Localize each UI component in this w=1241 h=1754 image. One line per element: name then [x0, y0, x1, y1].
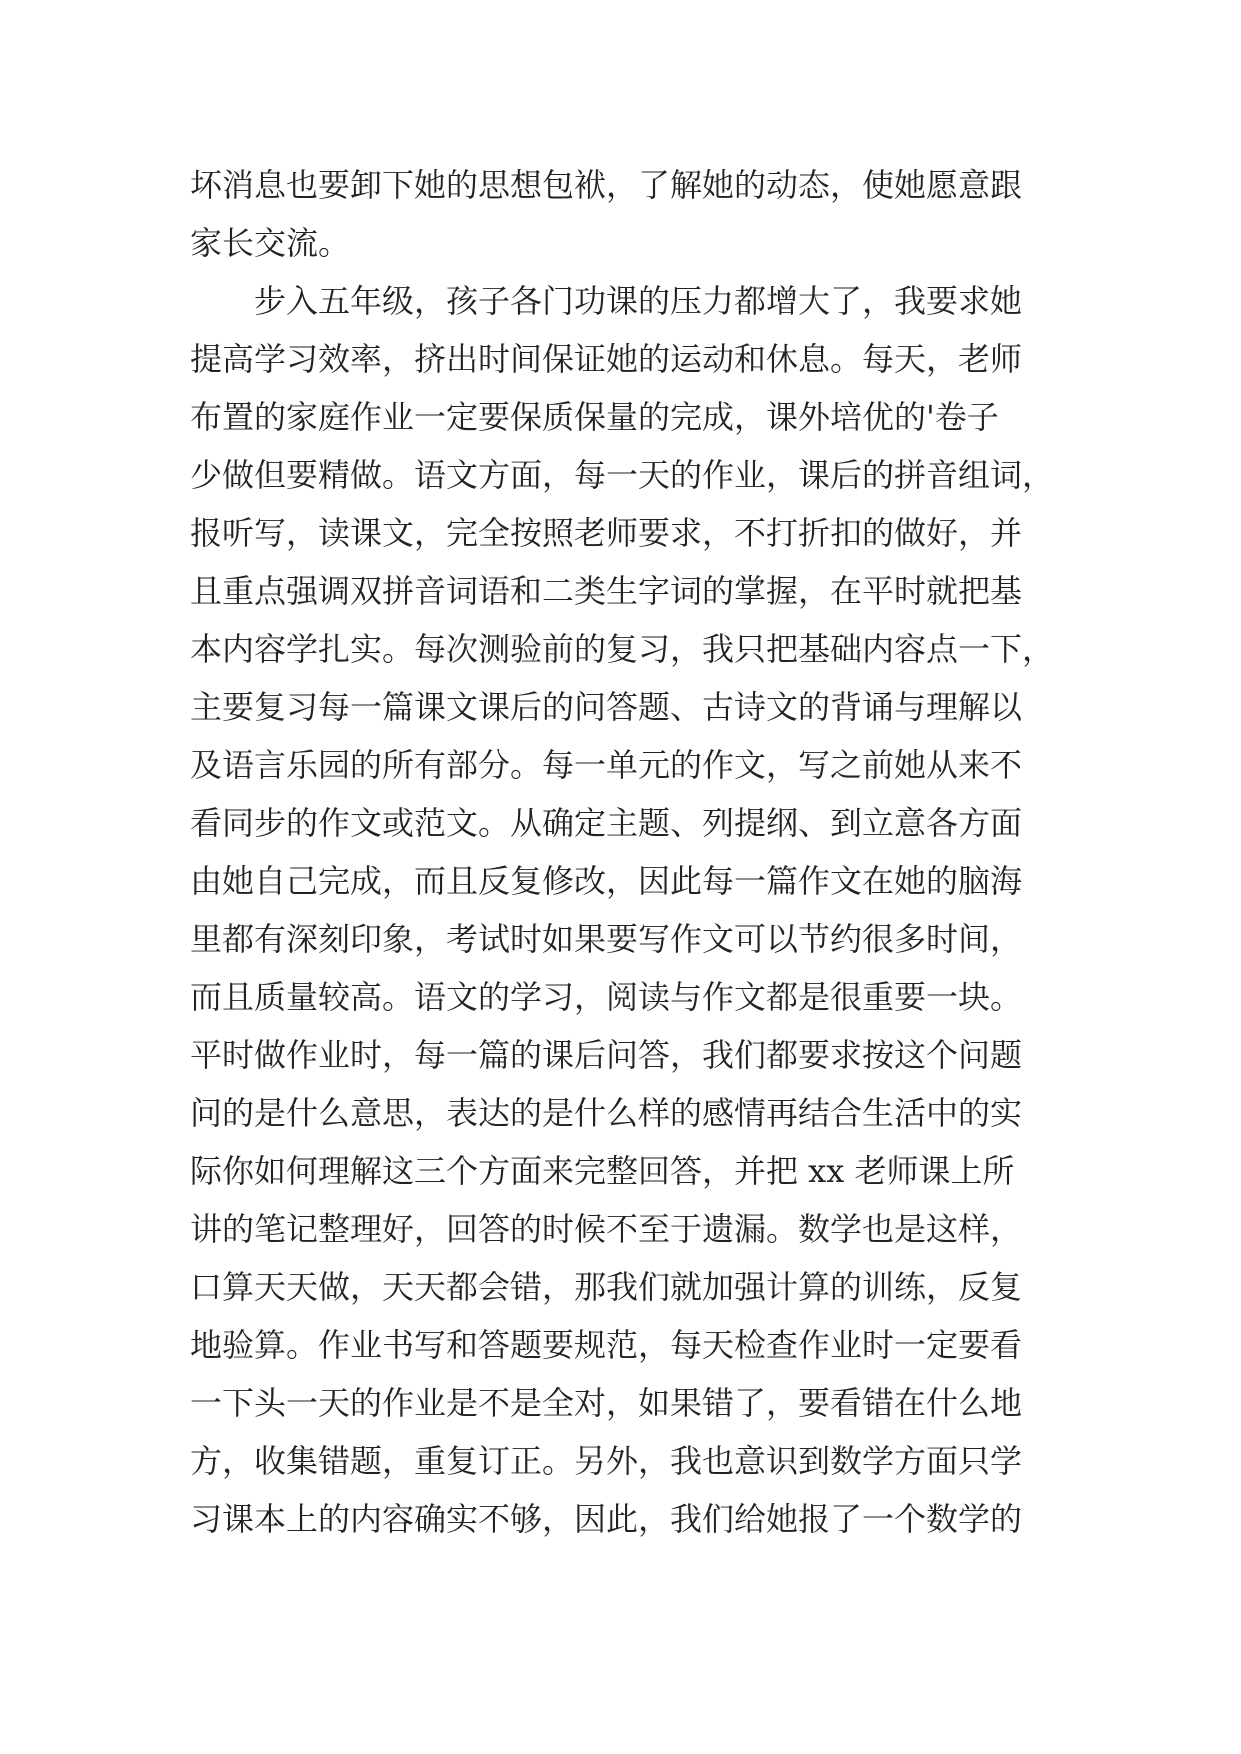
text-line: 看同步的作文或范文。从确定主题、列提纲、到立意各方面 — [190, 804, 1023, 842]
text-line: 平时做作业时，每一篇的课后问答，我们都要求按这个问题 — [190, 1036, 1023, 1074]
text-line: 由她自己完成，而且反复修改，因此每一篇作文在她的脑海 — [190, 862, 1023, 900]
text-line: 坏消息也要卸下她的思想包袱，了解她的动态，使她愿意跟 — [190, 166, 1023, 204]
text-line: 步入五年级，孩子各门功课的压力都增大了，我要求她 — [254, 282, 1023, 320]
text-line: 主要复习每一篇课文课后的问答题、古诗文的背诵与理解以 — [190, 688, 1023, 726]
text-line: 且重点强调双拼音词语和二类生字词的掌握，在平时就把基 — [190, 572, 1023, 610]
text-line: 报听写，读课文，完全按照老师要求，不打折扣的做好，并 — [190, 514, 1023, 552]
text-line: 家长交流。 — [190, 224, 351, 262]
text-line: 际你如何理解这三个方面来完整回答，并把 xx 老师课上所 — [190, 1152, 1015, 1190]
text-line: 里都有深刻印象，考试时如果要写作文可以节约很多时间， — [190, 920, 1023, 958]
text-line: 习课本上的内容确实不够，因此，我们给她报了一个数学的 — [190, 1500, 1023, 1538]
text-line: 地验算。作业书写和答题要规范，每天检查作业时一定要看 — [190, 1326, 1023, 1364]
text-line: 少做但要精做。语文方面，每一天的作业，课后的拼音组词， — [190, 456, 1055, 494]
text-line: 及语言乐园的所有部分。每一单元的作文，写之前她从来不 — [190, 746, 1023, 784]
text-line: 讲的笔记整理好，回答的时候不至于遗漏。数学也是这样， — [190, 1210, 1023, 1248]
text-line: 问的是什么意思，表达的是什么样的感情再结合生活中的实 — [190, 1094, 1023, 1132]
text-line: 本内容学扎实。每次测验前的复习，我只把基础内容点一下， — [190, 630, 1055, 668]
text-line: 一下头一天的作业是不是全对，如果错了，要看错在什么地 — [190, 1384, 1023, 1422]
text-line: 布置的家庭作业一定要保质保量的完成，课外培优的'卷子 — [190, 398, 999, 436]
text-line: 口算天天做，天天都会错，那我们就加强计算的训练，反复 — [190, 1268, 1023, 1306]
text-line: 方，收集错题，重复订正。另外，我也意识到数学方面只学 — [190, 1442, 1023, 1480]
text-line: 提高学习效率，挤出时间保证她的运动和休息。每天，老师 — [190, 340, 1023, 378]
text-line: 而且质量较高。语文的学习，阅读与作文都是很重要一块。 — [190, 978, 1023, 1016]
